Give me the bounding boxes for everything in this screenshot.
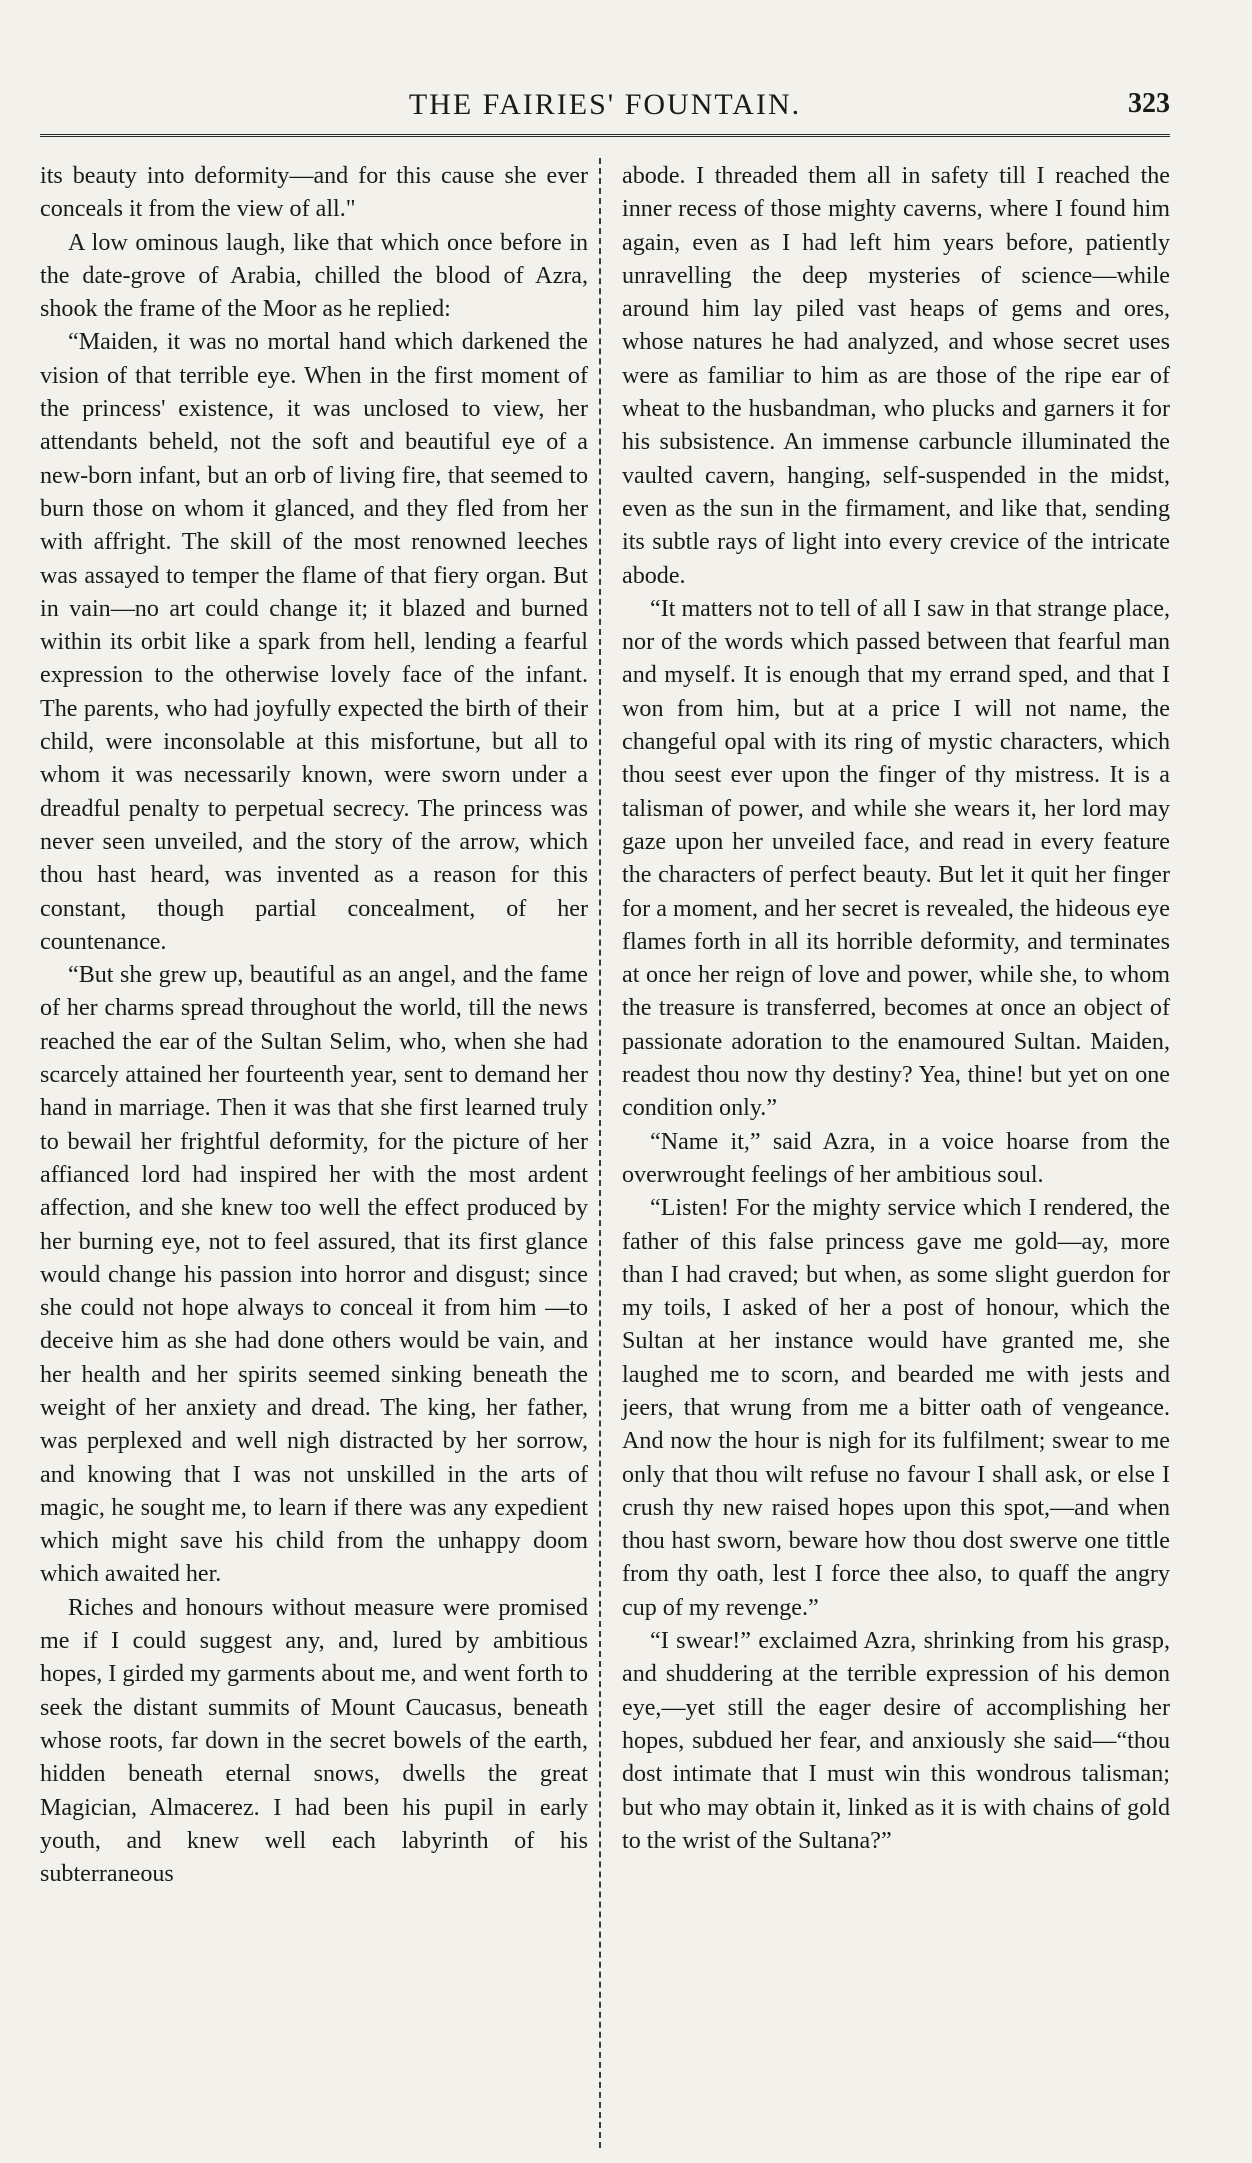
page-header xyxy=(40,88,1170,128)
paragraph: Riches and honours without measure were promised me if I could suggest any, and, lured by ambitious hopes, I girded my garments about me, and went forth to seek the distant summits of Mount Caucasus, beneath whose roots, far down in the secret bowels of the earth, hidden beneath eternal snows, dwells the great Magician, Almacerez. I had been his pupil in early youth, and knew well each labyrinth of his subterraneous xyxy=(40,1594,588,1888)
left-column xyxy=(40,160,588,1891)
paragraph: “It matters not to tell of all I saw in that strange place, nor of the words which passed between that fearful man and myself. It is enough that my errand sped, and that I won from him, but at a price I will not name, the changeful opal with its ring of mystic characters, which thou seest ever upon the finger of thy mistress. It is a talisman of power, and while she wears it, her lord may gaze upon her unveiled face, and read in every feature the characters of perfect beauty. But let it quit her finger for a moment, and her secret is revealed, the hideous eye flames forth in all its horrible deformity, and terminates at once her reign of love and power, while she, to whom the treasure is transferred, becomes at once an object of passionate adoration to the enamoured Sultan. Maiden, readest thou now thy destiny? Yea, thine! but yet on one condition only.” xyxy=(622,595,1170,1122)
paragraph: “Listen! For the mighty service which I rendered, the father of this false princess gave me gold—ay, more than I had craved; but when, as some slight guerdon for my toils, I asked of her a post of honour, which the Sultan at her instance would have granted me, she laughed me to scorn, and bearded me with jests and jeers, that wrung from me a bitter oath of vengeance. And now the hour is nigh for its fulfilment; swear to me only that thou wilt refuse no favour I shall ask, or else I crush thy new raised hopes upon this spot,—and when thou hast sworn, beware how thou dost swerve one tittle from thy oath, lest I force thee also, to quaff the angry cup of my revenge.” xyxy=(622,1195,1170,1621)
right-column xyxy=(622,160,1170,1858)
paragraph: abode. I threaded them all in safety till I reached the inner recess of those mighty caverns, where I found him again, even as I had left him years before, patiently unravelling the deep mysteries of science—while around him lay piled vast heaps of gems and ores, whose natures he had analyzed, and whose secret uses were as familiar to him as are those of the ripe ear of wheat to the husbandman, who plucks and garners it for his subsistence. An immense carbuncle illuminated the vaulted cavern, hanging, self-suspended in the midst, even as the sun in the firmament, and like that, sending its subtle rays of light into every crevice of the intricate abode. xyxy=(622,163,1170,589)
paragraph: “I swear!” exclaimed Azra, shrinking from his grasp, and shuddering at the terrible expression of his demon eye,—yet still the eager desire of accomplishing her hopes, subdued her fear, and anxiously she said—“thou dost intimate that I must win this wondrous talisman; but who may obtain it, linked as it is with chains of gold to the wrist of the Sultana?” xyxy=(622,1628,1170,1854)
page-number: 323 xyxy=(1128,88,1170,119)
paragraph: “Name it,” said Azra, in a voice hoarse from the overwrought feelings of her ambitious soul. xyxy=(622,1128,1170,1188)
column-divider xyxy=(599,158,601,2148)
paragraph: its beauty into deformity—and for this cause she ever conceals it from the view of all." xyxy=(40,163,588,223)
header-rule xyxy=(40,134,1170,137)
paragraph: “But she grew up, beautiful as an angel, and the fame of her charms spread throughout the world, till the news reached the ear of the Sultan Selim, who, when she had scarcely attained her fourteenth year, sent to demand her hand in marriage. Then it was that she first learned truly to bewail her frightful deformity, for the picture of her affianced lord had inspired her with the most ardent affection, and she knew too well the effect produced by her burning eye, not to feel assured, that its first glance would change his passion into horror and disgust; since she could not hope always to conceal it from him —to deceive him as she had done others would be vain, and her health and her spirits seemed sinking beneath the weight of her anxiety and dread. The king, her father, was perplexed and well nigh distracted by her sorrow, and knowing that I was not unskilled in the arts of magic, he sought me, to learn if there was any expedient which might save his child from the unhappy doom which awaited her. xyxy=(40,962,588,1588)
running-title: THE FAIRIES' FOUNTAIN. xyxy=(408,88,802,121)
paragraph: “Maiden, it was no mortal hand which darkened the vision of that terrible eye. When in the first moment of the princess' existence, it was unclosed to view, her attendants beheld, not the soft and beautiful eye of a new-born infant, but an orb of living fire, that seemed to burn those on whom it glanced, and they fled from her with affright. The skill of the most renowned leeches was assayed to temper the flame of that fiery organ. But in vain—no art could change it; it blazed and burned within its orbit like a spark from hell, lending a fearful expression to the otherwise lovely face of the infant. The parents, who had joyfully expected the birth of their child, were inconsolable at this misfortune, but all to whom it was necessarily known, were sworn under a dreadful penalty to perpetual secrecy. The princess was never seen unveiled, and the story of the arrow, which thou hast heard, was invented as a reason for this constant, though partial concealment, of her countenance. xyxy=(40,329,588,955)
paragraph: A low ominous laugh, like that which once before in the date-grove of Arabia, chilled the blood of Azra, shook the frame of the Moor as he replied: xyxy=(40,229,588,323)
